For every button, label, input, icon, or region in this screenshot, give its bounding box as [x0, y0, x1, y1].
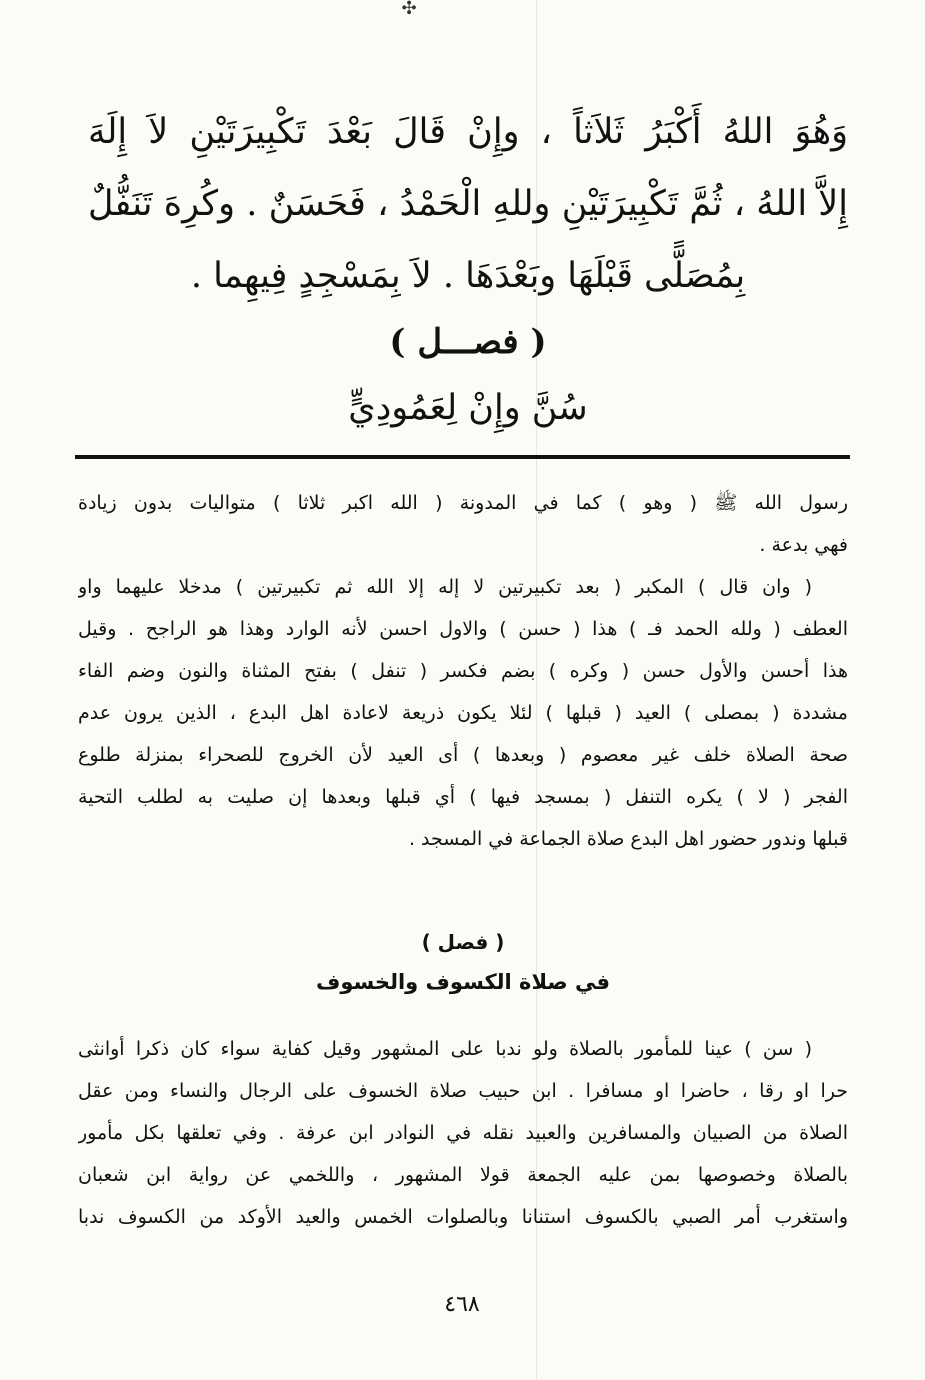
commentary-text	[78, 482, 848, 860]
matn-section-subheading: سُنَّ وإِنْ لِعَمُودِيٍّ	[348, 388, 588, 428]
section-line: واستغرب أمر الصبي بالكسوف استنانا وبالصلوات الخمس والعيد الأوكد من الكسوف ندبا	[78, 1206, 848, 1228]
section-heading: ( فصل )	[421, 930, 505, 954]
section-line: الصلاة من الصبيان والمسافرين والعبيد نقله في النوادر ابن عرفة . وفي تعلقها بكل مأمور	[78, 1122, 848, 1144]
commentary-line: مشددة ( بمصلى ) العيد ( قبلها ) لئلا يكون ذريعة لاعادة اهل البدع ، الذين يرون عدم	[78, 702, 848, 724]
matn-section-heading: ( فصـــل )	[389, 322, 547, 362]
commentary-line: ( وان قال ) المكبر ( بعد تكبيرتين لا إله إلا الله ثم تكبيرتين ) مدخلا عليهما واو	[78, 576, 812, 598]
section-line: بالصلاة وخصوصها بمن عليه الجمعة قولا المشهور ، واللخمي عن رواية ابن شعبان	[78, 1164, 848, 1186]
separator-rule	[75, 455, 850, 459]
commentary-line: العطف ( ولله الحمد فـ ) هذا ( حسن ) والاول احسن لأنه الوارد وهذا هو الراجح . وقيل	[78, 618, 848, 640]
commentary-line: هذا أحسن والأول حسن ( وكره ) بضم فكسر ( تنفل ) بفتح المثناة والنون وضم الفاء	[78, 660, 848, 682]
matn-text	[88, 96, 848, 312]
section-line: ( سن ) عينا للمأمور بالصلاة ولو ندبا على المشهور وقيل كفاية سواء كان ذكرا أوانثى	[78, 1038, 812, 1060]
commentary-line: رسول الله ﷺ ( وهو ) كما في المدونة ( الله اكبر ثلاثا ) متواليات بدون زيادة	[78, 492, 848, 514]
commentary-line: قبلها وندور حضور اهل البدع صلاة الجماعة في المسجد .	[408, 828, 848, 850]
section-line: حرا او رقا ، حاضرا او مسافرا . ابن حبيب صلاة الخسوف على الرجال والنساء ومن عقل	[78, 1080, 848, 1102]
page-number: ٤٦٨	[444, 1292, 480, 1317]
matn-line: إِلاَّ اللهُ ، ثُمَّ تَكْبِيرَتَيْنِ وللهِ الْحَمْدُ ، فَحَسَنٌ . وكُرِهَ تَنَفُّلٌ	[88, 184, 848, 224]
commentary-line: فهي بدعة .	[759, 534, 848, 556]
commentary-line: صحة الصلاة خلف غير معصوم ( وبعدها ) أى العيد لأن الخروج للصحراء بمنزلة طلوع	[78, 744, 848, 766]
section-subheading: في صلاة الكسوف والخسوف	[316, 970, 610, 994]
matn-line: وَهُوَ اللهُ أَكْبَرُ ثَلاَثاً ، وإِنْ قَالَ بَعْدَ تَكْبِيرَتَيْنِ لاَ إِلَهَ	[88, 112, 848, 152]
top-ornament: ✣	[401, 0, 417, 19]
section-text	[78, 1028, 848, 1238]
commentary-line: الفجر ( لا ) يكره التنفل ( بمسجد فيها ) أي قبلها وبعدها إن صليت به لطلب التحية	[78, 786, 848, 808]
matn-line: بِمُصَلًّى قَبْلَهَا وبَعْدَهَا . لاَ بِمَسْجِدٍ فِيهِما .	[190, 256, 746, 296]
